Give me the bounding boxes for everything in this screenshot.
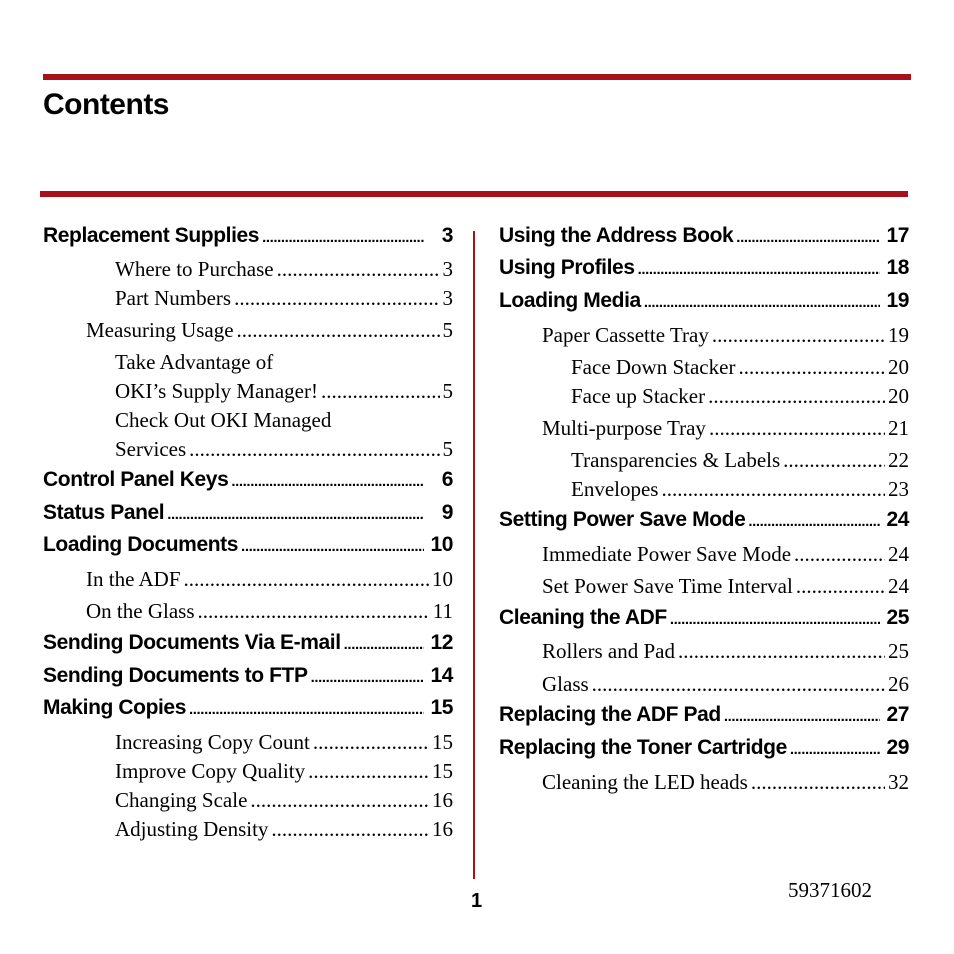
- toc-entry-line: Check Out OKI Managed: [115, 408, 332, 432]
- toc-entry[interactable]: Transparencies & Labels ..... 22: [571, 448, 909, 473]
- toc-entry[interactable]: Increasing Copy Count ..... 15: [115, 730, 453, 755]
- toc-entry[interactable]: Measuring Usage ..... 5: [86, 318, 453, 343]
- toc-entry[interactable]: Envelopes ..... 23: [571, 477, 909, 502]
- toc-entry[interactable]: OKI’s Supply Manager! ..... 5: [115, 379, 453, 404]
- toc-entry[interactable]: Sending Documents to FTP ..... 14: [43, 664, 453, 688]
- toc-entry[interactable]: Glass ..... 26: [542, 672, 909, 697]
- toc-entry[interactable]: Making Copies ..... 15: [43, 696, 453, 720]
- toc-entry[interactable]: Paper Cassette Tray ..... 19: [542, 323, 909, 348]
- toc-entry[interactable]: Loading Media ..... 19: [499, 289, 909, 313]
- header-rule: [40, 191, 908, 197]
- toc-entry[interactable]: Replacing the ADF Pad ..... 27: [499, 703, 909, 727]
- toc-entry[interactable]: Improve Copy Quality ..... 15: [115, 759, 453, 784]
- toc-entry[interactable]: Replacement Supplies ..... 3: [43, 224, 453, 248]
- column-divider: [473, 231, 475, 879]
- toc-entry[interactable]: Status Panel ..... 9: [43, 501, 453, 525]
- toc-entry[interactable]: Immediate Power Save Mode ..... 24: [542, 542, 909, 567]
- toc-entry[interactable]: Services ..... 5: [115, 437, 453, 462]
- document-number: 59371602: [788, 878, 872, 902]
- toc-entry[interactable]: Part Numbers ..... 3: [115, 286, 453, 311]
- page-number: 1: [471, 890, 483, 912]
- toc-entry[interactable]: Multi-purpose Tray ..... 21: [542, 416, 909, 441]
- toc-entry[interactable]: Face up Stacker ..... 20: [571, 384, 909, 409]
- toc-entry-line: Take Advantage of: [115, 350, 274, 374]
- toc-entry[interactable]: On the Glass ..... 11: [86, 599, 453, 624]
- toc-entry[interactable]: Using Profiles ..... 18: [499, 256, 909, 280]
- page-title: Contents: [43, 88, 169, 121]
- toc-entry[interactable]: Cleaning the ADF ..... 25: [499, 606, 909, 630]
- toc-entry[interactable]: Control Panel Keys ..... 6: [43, 468, 453, 492]
- toc-entry[interactable]: Adjusting Density ..... 16: [115, 817, 453, 842]
- toc-entry[interactable]: Cleaning the LED heads ..... 32: [542, 770, 909, 795]
- toc-entry[interactable]: Replacing the Toner Cartridge ..... 29: [499, 736, 909, 760]
- toc-entry[interactable]: Setting Power Save Mode ..... 24: [499, 508, 909, 532]
- toc-entry[interactable]: Changing Scale ..... 16: [115, 788, 453, 813]
- toc-entry[interactable]: Sending Documents Via E-mail ..... 12: [43, 631, 453, 655]
- toc-entry[interactable]: Rollers and Pad ..... 25: [542, 639, 909, 664]
- top-rule: [43, 74, 911, 80]
- toc-entry[interactable]: Loading Documents ..... 10: [43, 533, 453, 557]
- toc-entry[interactable]: Where to Purchase ..... 3: [115, 257, 453, 282]
- toc-entry[interactable]: In the ADF ..... 10: [86, 567, 453, 592]
- toc-entry[interactable]: Using the Address Book ..... 17: [499, 224, 909, 248]
- toc-entry[interactable]: Set Power Save Time Interval ..... 24: [542, 574, 909, 599]
- toc-entry[interactable]: Face Down Stacker ..... 20: [571, 355, 909, 380]
